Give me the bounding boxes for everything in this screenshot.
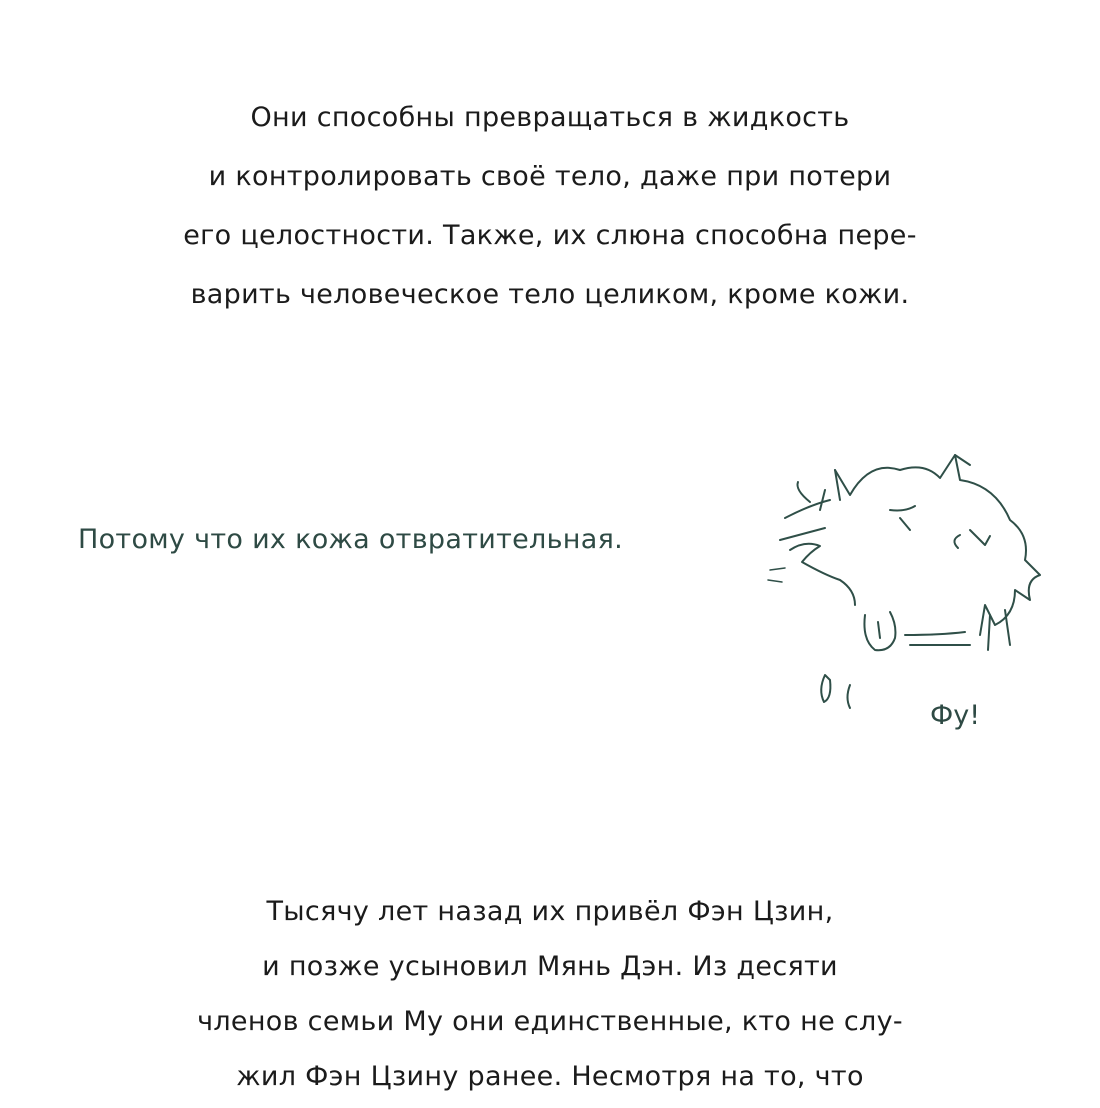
closed-eye <box>890 506 915 530</box>
text-line: и позже усыновил Мянь Дэн. Из десяти <box>262 951 838 982</box>
text-line: и контролировать своё тело, даже при потери <box>208 161 892 192</box>
text-line: Они способны превращаться в жидкость <box>250 102 850 133</box>
hair-outline <box>835 455 1040 635</box>
face-outline <box>790 544 855 605</box>
cheek-mark <box>954 530 990 548</box>
aside-caption: Потому что их кожа отвратительная. <box>78 524 624 555</box>
drool-drop <box>821 675 830 702</box>
drool-drop <box>848 685 851 708</box>
text-line: его целостности. Также, их слюна способна пере- <box>183 220 917 251</box>
bottom-paragraph <box>0 884 1100 1104</box>
motion-mark <box>768 568 785 582</box>
collar-line <box>905 632 970 645</box>
ear-left <box>798 482 811 502</box>
text-line: членов семьи Му они единственные, кто не слу- <box>197 1006 903 1037</box>
tongue-line <box>878 622 880 638</box>
text-line: варить человеческое тело целиком, кроме кожи. <box>190 279 910 310</box>
text-line: Тысячу лет назад их привёл Фэн Цзин, <box>266 896 834 927</box>
exclamation-text: Фу! <box>930 700 981 731</box>
text-line: жил Фэн Цзину ранее. Несмотря на то, что <box>236 1061 864 1092</box>
top-paragraph <box>0 88 1100 324</box>
chibi-sketch-icon <box>740 440 1080 740</box>
